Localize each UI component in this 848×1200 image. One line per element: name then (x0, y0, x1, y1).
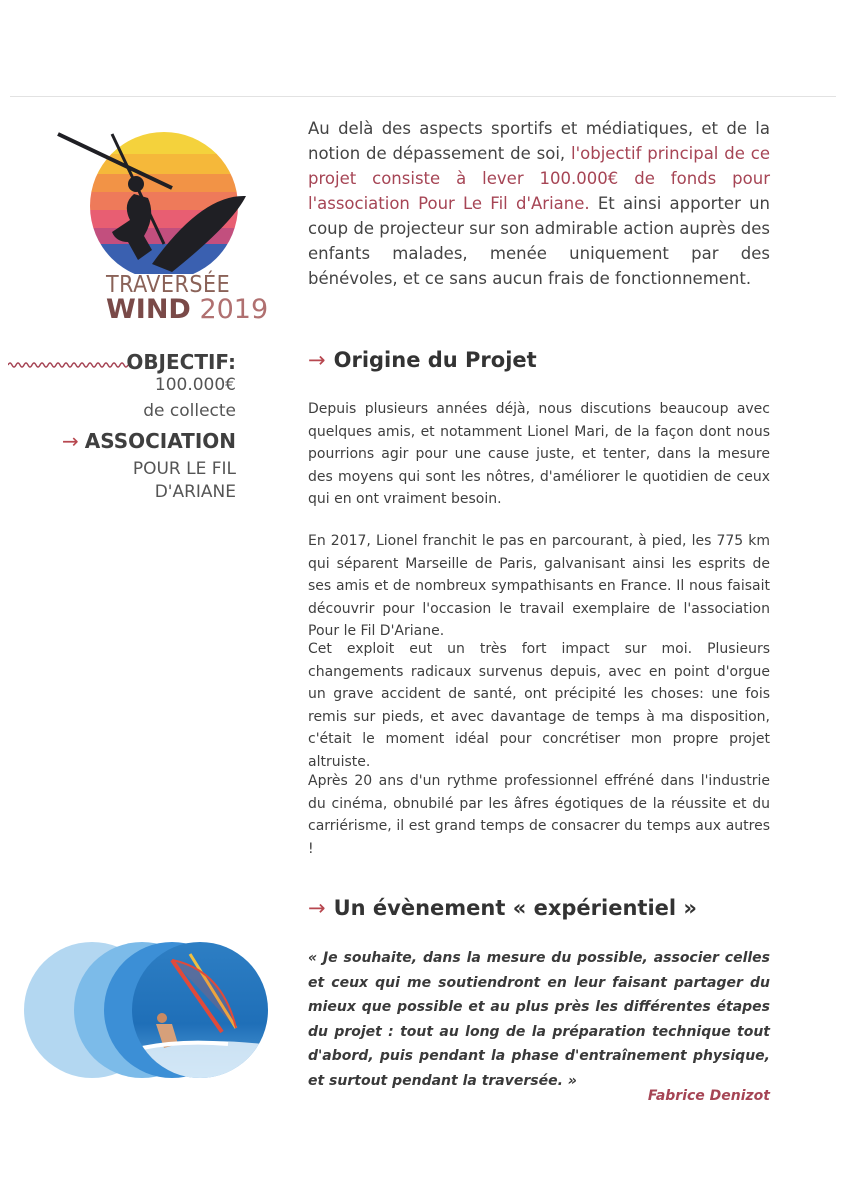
logo-subtitle (106, 294, 268, 325)
evenement-heading-text: Un évènement « expérientiel » (333, 896, 697, 920)
intro-text-part2: Et ainsi apporter un coup de projecteur sur son admirable action auprès des enfants malades, menée uniquement par des bénévoles, et ce sans aucun frais de fonctionnement. (308, 194, 770, 288)
origine-paragraph: En 2017, Lionel franchit le pas en parcourant, à pied, les 775 km qui séparent Marseille de Paris, galvanisant ainsi les esprits de ses amis et de nombreux sympathisants en France. Il nous faisait découvrir pour l'occasion le travail exemplaire de l'association Pour le Fil D'Ariane. (308, 533, 770, 639)
origine-paragraph: Cet exploit eut un très fort impact sur moi. Plusieurs changements radicaux survenus depuis, avec en point d'orgue un grave accident de santé, ont précipité les choses: une fois remis sur pieds, et avec davantage de temps à ma disposition, c'était le moment idéal pour concrétiser mon propre projet altruiste. (308, 641, 770, 770)
association-name-line1: POUR LE FIL (132, 459, 236, 479)
right-arrow-icon: → (61, 429, 79, 453)
windsurfer-sunset-logo (52, 124, 248, 274)
top-divider (10, 96, 836, 97)
association-heading (62, 429, 236, 453)
association-label: ASSOCIATION (84, 429, 236, 453)
intro-highlight: l'objectif principal de ce projet consiste à lever 100.000€ de fonds pour l'association Pour Le Fil d'Ariane. (308, 144, 770, 213)
right-arrow-icon: → (308, 348, 326, 372)
intro-paragraph (308, 116, 770, 291)
origine-heading-text: Origine du Projet (333, 348, 537, 372)
decorative-circles (22, 940, 272, 1080)
origine-heading (308, 348, 770, 372)
logo-title: TRAVERSÉE (106, 272, 231, 298)
logo-year: 2019 (199, 294, 269, 325)
wavy-divider (8, 360, 130, 370)
evenement-quote: « Je souhaite, dans la mesure du possible, associer celles et ceux qui me soutiendront en leur faisant partager du mieux que possible et au plus près les différentes étapes du projet : tout au long de la préparation technique tout d'abord, puis pendant la phase d'entraînement physique, et surtout pendant la traversée. » (308, 950, 770, 1089)
objectif-label: OBJECTIF: (126, 350, 236, 374)
origine-paragraph: Après 20 ans d'un rythme professionnel effréné dans l'industrie du cinéma, obnubilé par les âfres égotiques de la réussite et du carriérisme, il est grand temps de consacrer du temps aux autres ! (308, 773, 770, 857)
quote-author: Fabrice Denizot (647, 1088, 770, 1104)
objectif-detail: de collecte (143, 401, 236, 421)
right-arrow-icon: → (308, 896, 326, 920)
origine-paragraph: Depuis plusieurs années déjà, nous discutions beaucoup avec quelques amis, et notamment Lionel Mari, de la façon dont nous pourrions agir pour une cause juste, et tenter, dans la mesure des moyens qui sont les nôtres, d'améliorer le quotidien de ceux qui en ont vraiment besoin. (308, 401, 770, 507)
objectif-amount: 100.000€ (154, 375, 236, 395)
logo-word: WIND (106, 294, 191, 325)
evenement-heading (308, 896, 770, 920)
intro-text-part1: Au delà des aspects sportifs et médiatiques, et de la notion de dépassement de soi, (308, 119, 770, 163)
association-name-line2: D'ARIANE (154, 482, 236, 502)
